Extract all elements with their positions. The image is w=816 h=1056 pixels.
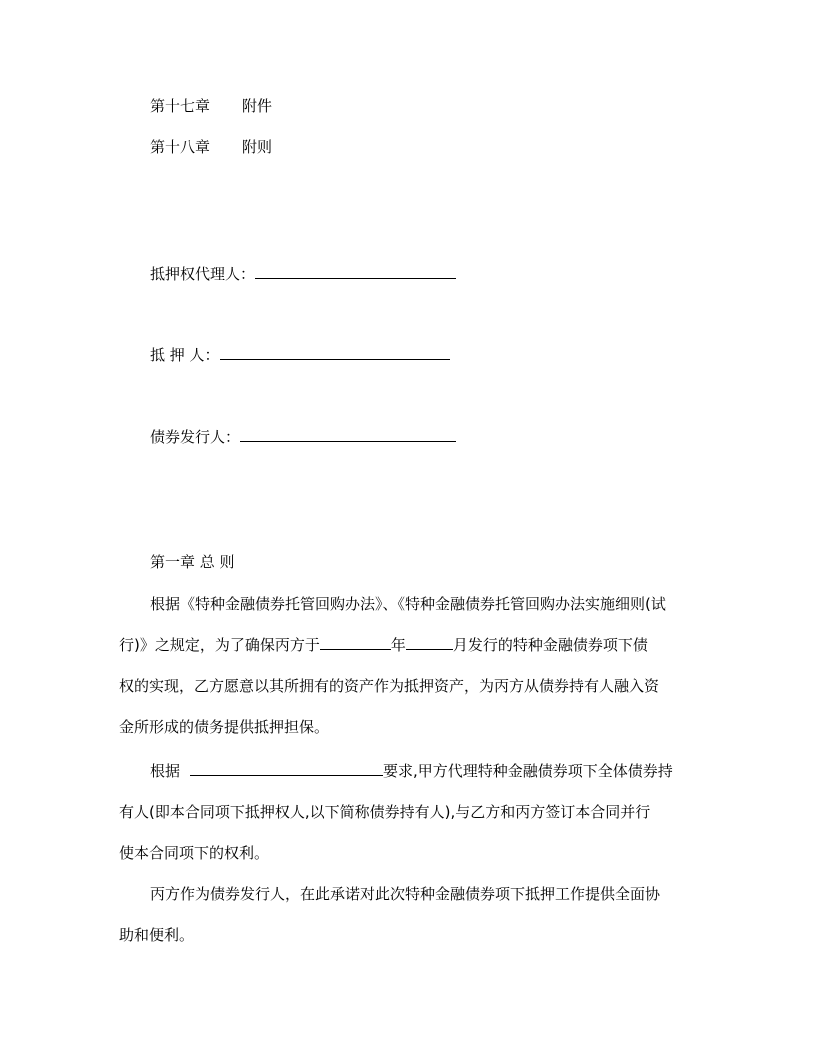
signature-issuer [150,427,456,447]
signature-agent [150,264,456,284]
paragraph-2-line-1-text-a: 根据 [150,762,181,780]
paragraph-1-line-2-text-c: 月发行的特种金融债券项下债 [452,636,648,654]
paragraph-1-line-2-text-b: 年 [390,636,406,654]
paragraph-1-line-4-text: 金所形成的债务提供抵押担保。 [119,718,330,736]
paragraph-2-line-3 [119,843,269,863]
paragraph-1-line-4 [119,717,329,737]
paragraph-1-line-1-text: 根据《特种金融债券托管回购办法》、《特种金融债券托管回购办法实施细则(试 [150,595,666,613]
toc-chapter-18 [150,137,272,157]
issue-month-blank[interactable] [406,635,453,650]
toc-chapter-17-title: 附件 [242,97,273,115]
signature-mortgagor-label: 抵 押 人： [150,346,220,364]
signature-issuer-blank[interactable] [240,427,456,442]
paragraph-3-line-2 [119,925,194,945]
toc-chapter-17 [150,96,272,116]
issue-year-blank[interactable] [320,635,391,650]
toc-chapter-18-number: 第十八章 [150,138,211,156]
toc-chapter-17-number: 第十七章 [150,97,211,115]
paragraph-3-line-1 [150,884,660,904]
signature-issuer-label: 债券发行人： [150,428,241,446]
requirement-source-blank[interactable] [190,761,383,776]
paragraph-2-line-3-text: 使本合同项下的权利。 [119,844,270,862]
toc-chapter-18-title: 附则 [242,138,273,156]
paragraph-2-line-1-text-b: 要求,甲方代理特种金融债券项下全体债券持 [383,762,673,780]
signature-mortgagor-blank[interactable] [220,345,450,360]
paragraph-2-line-2 [119,802,650,822]
paragraph-1-line-2 [119,635,648,655]
paragraph-2-line-1 [150,761,673,781]
signature-agent-blank[interactable] [255,264,456,279]
paragraph-1-line-1 [150,594,666,614]
paragraph-3-line-2-text: 助和便利。 [119,926,195,944]
signature-agent-label: 抵押权代理人： [150,265,256,283]
paragraph-2-line-2-text: 有人(即本合同项下抵押权人,以下简称债券持有人),与乙方和丙方签订本合同并行 [119,803,651,821]
signature-mortgagor [150,345,450,365]
paragraph-1-line-3-text: 权的实现，乙方愿意以其所拥有的资产作为抵押资产，为丙方从债券持有人融入资 [119,677,660,695]
chapter-1-heading-text: 第一章 总 则 [150,553,235,571]
paragraph-1-line-3 [119,676,659,696]
paragraph-3-line-1-text: 丙方作为债券发行人，在此承诺对此次特种金融债券项下抵押工作提供全面协 [150,885,661,903]
paragraph-1-line-2-text-a: 行)》之规定，为了确保丙方于 [119,636,320,654]
chapter-1-heading [150,552,235,572]
